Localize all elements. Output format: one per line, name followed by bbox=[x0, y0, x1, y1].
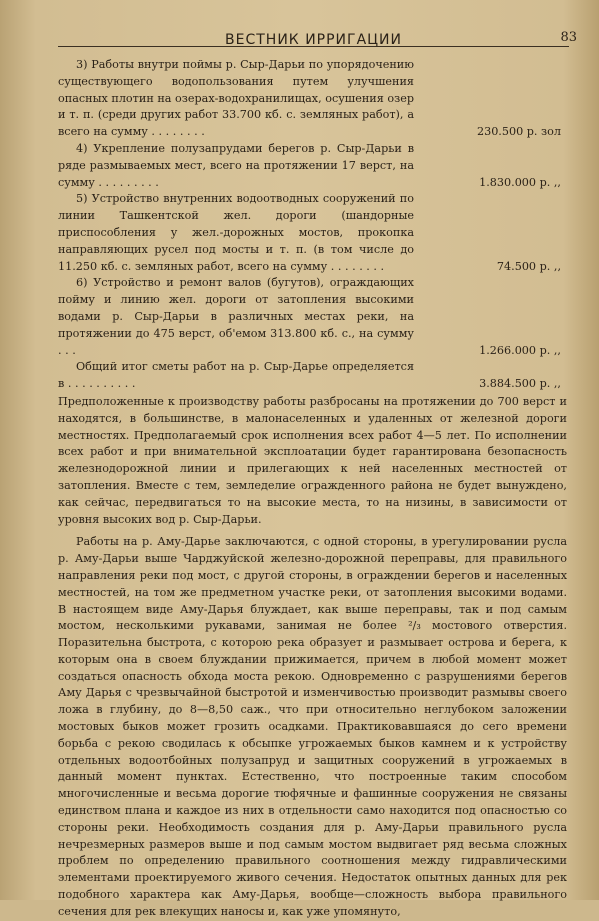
estimate-list bbox=[58, 57, 569, 393]
estimate-item-amount: 1.266.000 р. ,, bbox=[479, 343, 561, 357]
estimate-item-amount: 74.500 р. ,, bbox=[496, 259, 561, 273]
journal-title: ВЕСТНИК ИРРИГАЦИИ bbox=[225, 32, 402, 48]
estimate-total-text: Общий итог сметы работ на р. Сыр-Дарье определяется в . . . . . . . . . . bbox=[58, 360, 414, 391]
estimate-item-4 bbox=[58, 141, 569, 191]
estimate-item-text: 5) Устройство внутренних водоотводных сооружений по линии Ташкентской жел. дороги (шандорные приспособления у жел.-дорожных мостов, прокопка направляющих русел под мосты и т. п. (в том числе до 11.250 кб. с. земляных работ, всего на сумму . . . . . . . . bbox=[58, 192, 414, 273]
estimate-item-3 bbox=[58, 57, 569, 141]
estimate-item-5 bbox=[58, 191, 569, 275]
estimate-item-6 bbox=[58, 275, 569, 359]
estimate-item-text: 4) Укрепление полузапрудами берегов р. Сыр-Дарьи в ряде размываемых мест, всего на протяжении 17 верст, на сумму . . . . . . . . . bbox=[58, 141, 414, 189]
estimate-item-text: 3) Работы внутри поймы р. Сыр-Дарьи по упорядочению существующего водопользования путем улучшения опасных плотин на озерах-водохранилищах, осушения озер и т. п. (среди других работ 33.700 кб. с. земляных работ), а всего на сумму . . . . . . . . bbox=[58, 58, 414, 139]
estimate-total-amount: 3.884.500 р. ,, bbox=[479, 377, 561, 391]
estimate-item-amount: 1.830.000 р. ,, bbox=[479, 175, 561, 189]
running-head bbox=[58, 24, 577, 48]
body-paragraph-works-summary: Предположенные к производству работы разбросаны на протяжении до 700 верст и находятся, в большинстве, в малонаселенных и удаленных от железной дороги местностях. Предполагаемый срок исполнения всех работ 4—5 лет. По исполнении всех работ и при внимательной эксплоатации будет гарантирована безопасность железнодорожной линии и прилегающих к ней населенных местностей от затопления. Вместе с тем, земледелие огражденного района не будет вынуждено, как сейчас, передвигаться то на высокие места, то на низины, в зависимости от уровня высоких вод р. Сыр-Дарьи. bbox=[58, 394, 567, 526]
page-number: 83 bbox=[560, 30, 577, 45]
body-paragraph-amu-darya: Работы на р. Аму-Дарье заключаются, с одной стороны, в урегулировании русла р. Аму-Дарьи выше Чарджуйской железно-дорожной переправы, для правильного направления реки под мост, с другой стороны, в ограждении берегов и населенных местностей, на том же предметном участке реки, от затопления высокими водами. В настоящем виде Аму-Дарья блуждает, как выше переправы, так и под самым мостом, несколькими рукавами, занимая не более ²/₃ мостового отверстия. Поразительна быстрота, с которою река образует и размывает острова и берега, к которым она в своем блуждании прижимается, причем в любой момент может создаться опасность обхода моста рекою. Одновременно с разрушениями берегов Аму Дарья с чрезвычайной быстротой и изменчивостью производит размывы своего ложа в глубину, до 8—8,50 саж., что при относительно неглубоком заложении мостовых быков может грозить осадками. Практиковавшаяся до сего времени борьба с рекою сводилась к обсыпке угрожаемых быков камнем и к устройству отдельных водоотбойных полузапруд и защитных сооружений в угрожаемых в данный момент пунктах. Естественно, что построенные таким способом многочисленные и весьма дорогие тюфячные и фашинные сооружения не связаны единством плана и каждое из них в отдельности само находится под опасностью со стороны реки. Необходимость создания для р. Аму-Дарьи правильного русла нечрезмерных размеров выше и под самым мостом выдвигает ряд весьма сложных проблем по определению правильного соотношения между гидравлическими элементами проектируемого живого сечения. Недостаток опытных данных для рек подобного характера как Аму-Дарья, вообще—сложность выбора правильного сечения для рек влекущих наносы и, как уже упомянуто, bbox=[58, 535, 567, 918]
estimate-item-amount: 230.500 р. зол bbox=[476, 125, 561, 139]
estimate-item-text: 6) Устройство и ремонт валов (бугутов), ограждающих пойму и линию жел. дороги от затопления высокими водами р. Сыр-Дарьи в различных местах реки, на протяжении до 475 верст, об'емом 313.800 кб. с., на сумму . . . bbox=[58, 276, 414, 357]
estimate-total bbox=[58, 359, 569, 393]
